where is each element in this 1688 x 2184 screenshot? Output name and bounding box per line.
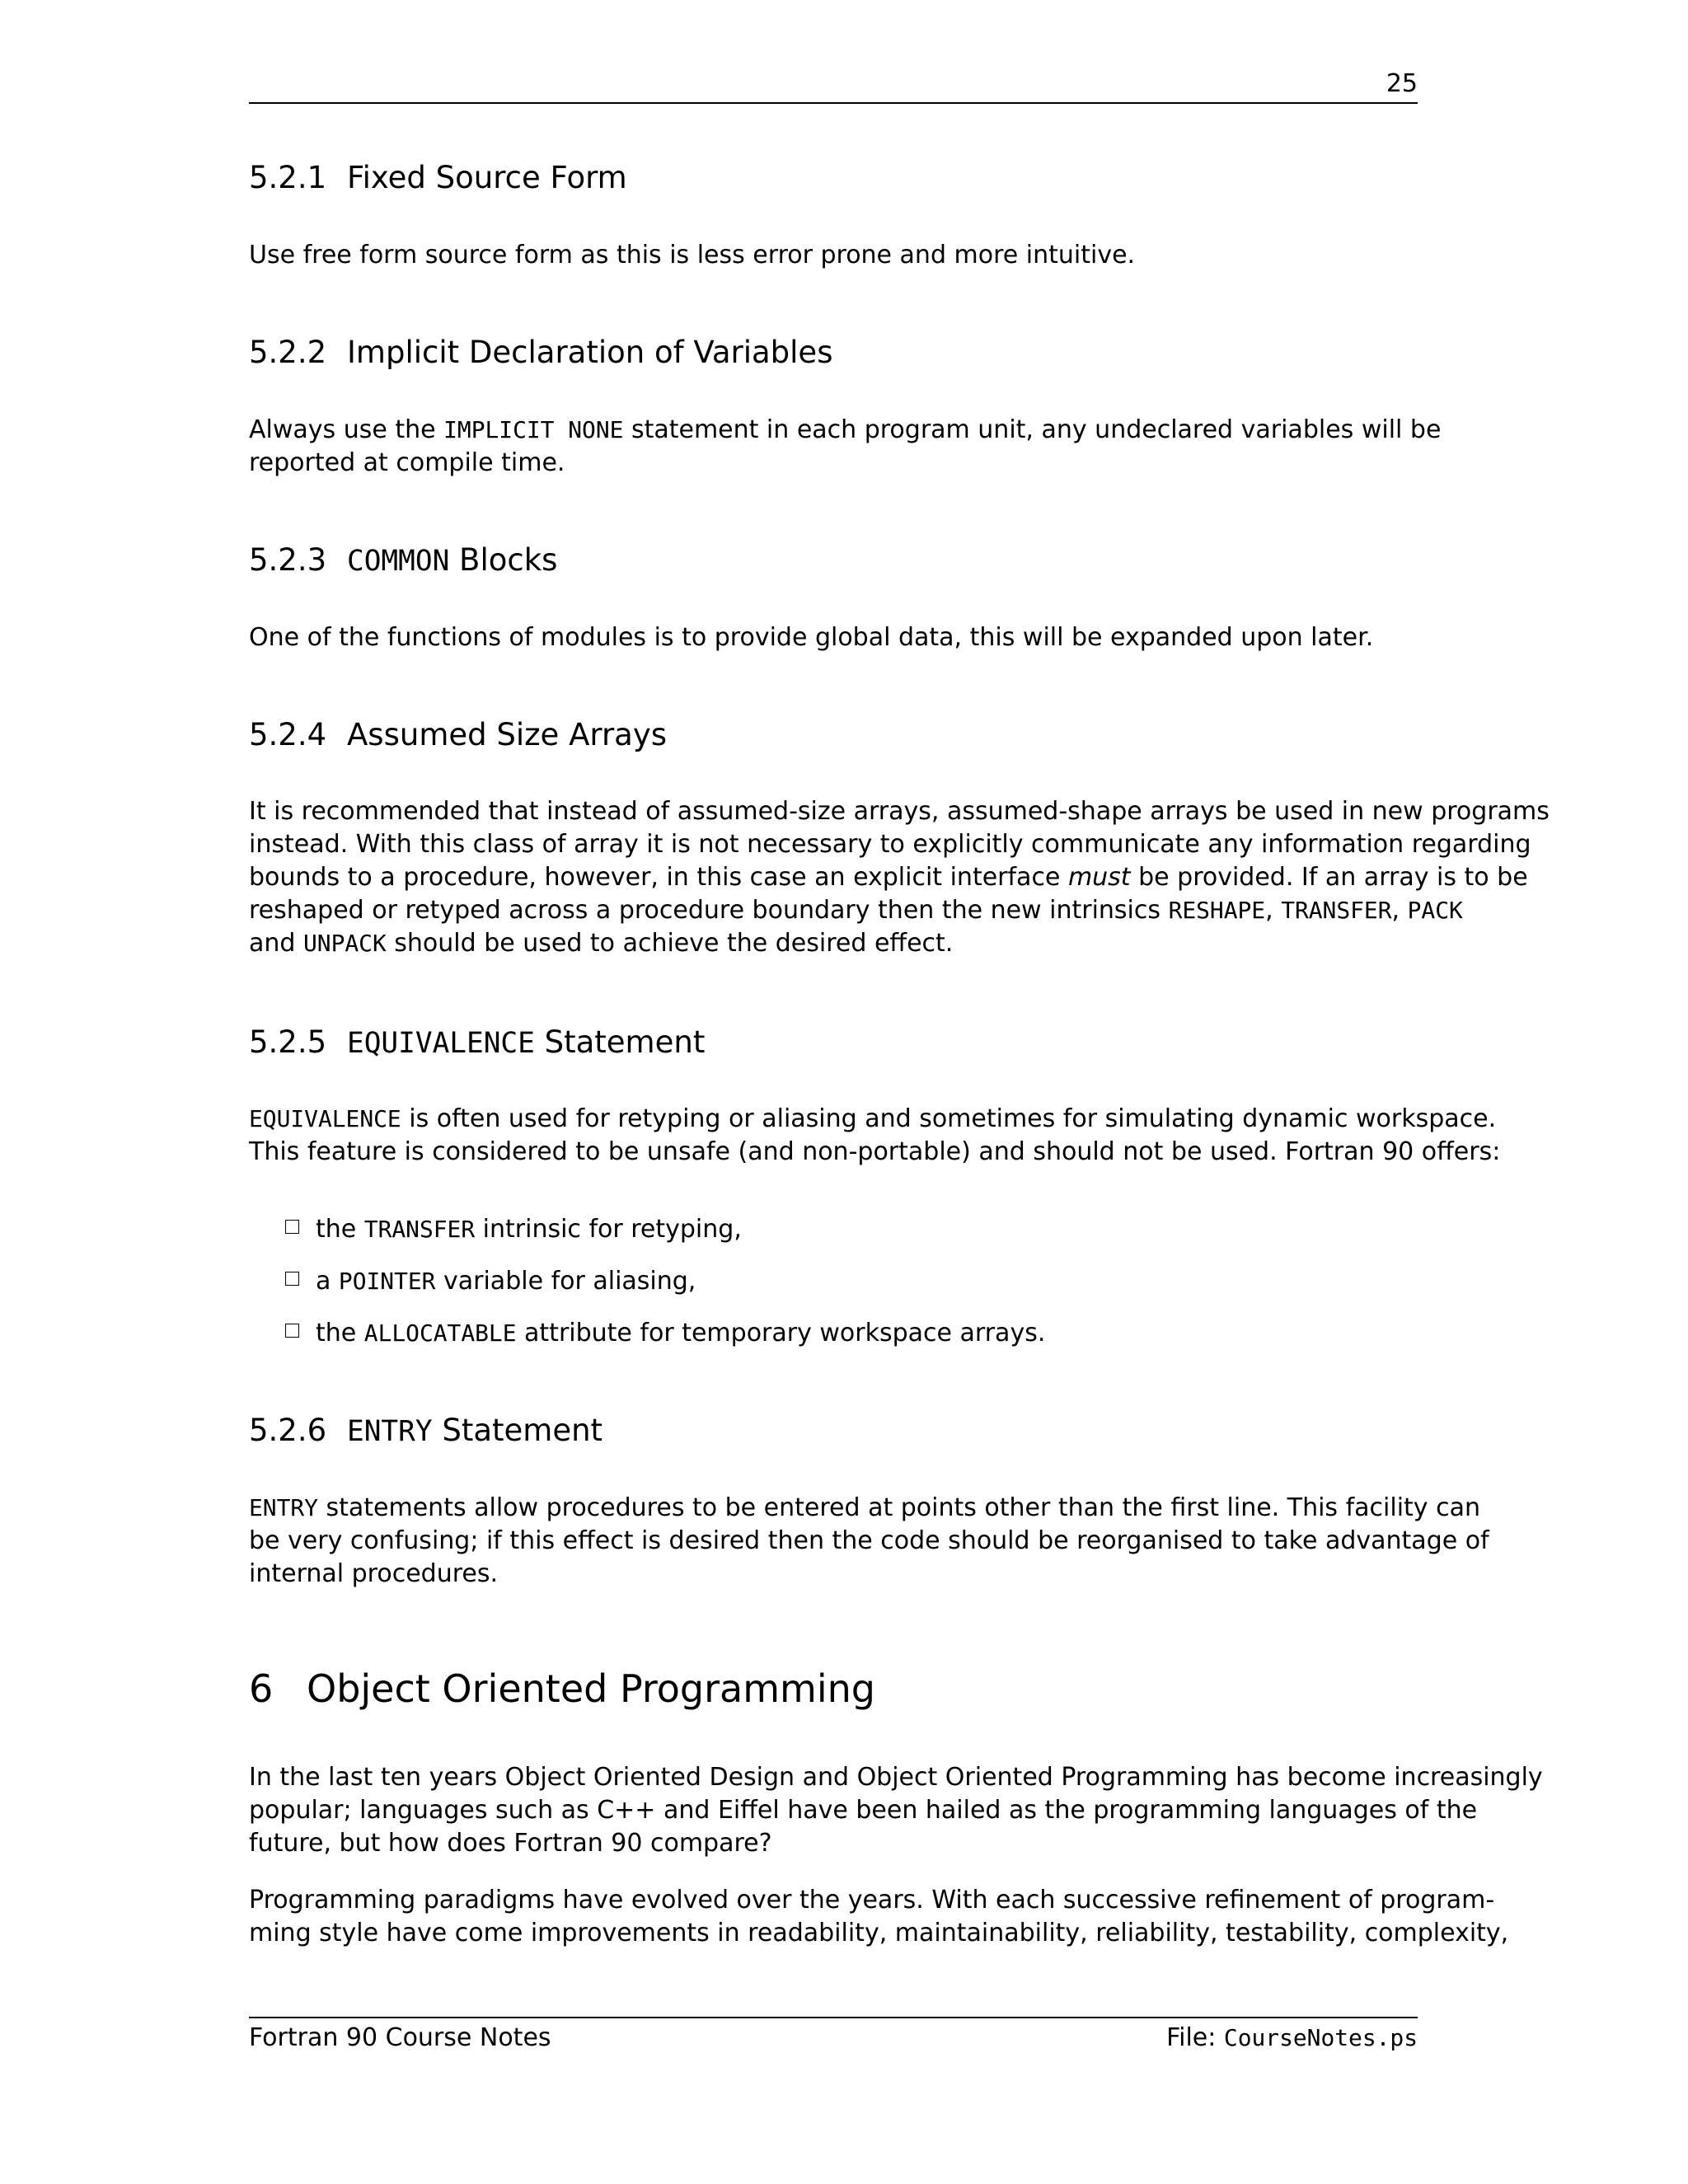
- section-5-2-5-body: [249, 1103, 1501, 1169]
- text-run: ,: [1265, 896, 1282, 925]
- section-6-paragraph-1: [249, 1761, 1543, 1860]
- section-title: Statement: [534, 1024, 706, 1060]
- text-line: In the last ten years Object Oriented Design and Object Oriented Programming has become increasingly: [249, 1763, 1543, 1792]
- text-run: the: [316, 1215, 364, 1244]
- page-number: 25: [1386, 69, 1418, 98]
- code-pointer: POINTER: [338, 1268, 436, 1295]
- box-bullet-icon: [285, 1272, 299, 1286]
- text-run: attribute for temporary workspace arrays.: [516, 1319, 1046, 1347]
- list-item: [285, 1213, 742, 1246]
- text-line: It is recommended that instead of assumed-size arrays, assumed-shape arrays be used in new programs: [249, 797, 1550, 826]
- section-title-code: EQUIVALENCE: [347, 1027, 535, 1060]
- code-equivalence: EQUIVALENCE: [249, 1105, 401, 1132]
- text-line: be very confusing; if this effect is desired then the code should be reorganised to take advantage of: [249, 1526, 1489, 1555]
- text-line: [249, 894, 1463, 927]
- text-line: reported at compile time.: [249, 448, 565, 477]
- list-item: [285, 1317, 1045, 1350]
- section-5-2-2-body: [249, 414, 1442, 480]
- section-heading-5-2-3: [249, 542, 557, 578]
- code-reshape: RESHAPE: [1168, 897, 1266, 924]
- footer-rule: [249, 2017, 1418, 2018]
- text-run: reshaped or retyped across a procedure boundary then the new intrinsics: [249, 896, 1169, 925]
- text-run: Always use the: [249, 415, 444, 444]
- text-run: intrinsic for retyping,: [475, 1215, 742, 1244]
- code-allocatable: ALLOCATABLE: [363, 1319, 517, 1347]
- text-line: instead. With this class of array it is not necessary to explicitly communicate any information regarding: [249, 830, 1531, 859]
- section-5-2-3-body: One of the functions of modules is to provide global data, this will be expanded upon later.: [249, 623, 1374, 652]
- text-line: [249, 1103, 1497, 1136]
- text-line: [249, 1492, 1480, 1525]
- section-heading-5-2-6: [249, 1413, 603, 1448]
- text-run: the: [316, 1319, 364, 1347]
- text-line: internal procedures.: [249, 1559, 499, 1588]
- section-heading-5-2-1: [249, 160, 627, 195]
- section-heading-5-2-4: [249, 717, 667, 752]
- code-entry: ENTRY: [249, 1494, 318, 1521]
- section-title: Object Oriented Programming: [307, 1666, 875, 1711]
- section-number: 5.2.4: [249, 717, 327, 752]
- text-run: statements allow procedures to be entered at points other than the first line. This facility can: [317, 1493, 1480, 1522]
- text-run: ,: [1391, 896, 1408, 925]
- footer-file-name: CourseNotes.ps: [1223, 2024, 1418, 2051]
- text-run: bounds to a procedure, however, in this case an explicit interface: [249, 863, 1068, 892]
- text-line: This feature is considered to be unsafe (and non-portable) and should not be used. Fortran 90 offers:: [249, 1137, 1501, 1166]
- section-5-2-4-body: [249, 795, 1550, 960]
- text-run: is often used for retyping or aliasing and sometimes for simulating dynamic workspace.: [401, 1104, 1497, 1133]
- text-line: Programming paradigms have evolved over the years. With each successive refinement of program-: [249, 1886, 1495, 1915]
- section-heading-5-2-2: [249, 335, 832, 370]
- section-title: Fixed Source Form: [347, 160, 627, 195]
- text-line: ming style have come improvements in readability, maintainability, reliability, testability, complexity,: [249, 1919, 1509, 1947]
- text-line: future, but how does Fortran 90 compare?: [249, 1829, 772, 1858]
- footer-title: Fortran 90 Course Notes: [249, 2023, 551, 2052]
- box-bullet-icon: [285, 1220, 299, 1234]
- section-number: 5.2.1: [249, 160, 327, 195]
- footer-file-label: File:: [1166, 2023, 1224, 2052]
- text-run: statement in each program unit, any undeclared variables will be: [623, 415, 1442, 444]
- footer-file: [1166, 2023, 1418, 2052]
- section-6-paragraph-2: [249, 1884, 1509, 1950]
- header-rule: [249, 102, 1418, 104]
- code-transfer: TRANSFER: [363, 1216, 476, 1243]
- list-item: [285, 1265, 696, 1298]
- text-run: should be used to achieve the desired effect.: [386, 929, 954, 958]
- section-title: Implicit Declaration of Variables: [347, 335, 833, 370]
- section-number: 6: [249, 1666, 274, 1711]
- section-number: 5.2.5: [249, 1024, 327, 1060]
- code-unpack: UNPACK: [302, 930, 387, 957]
- section-title-code: ENTRY: [347, 1415, 433, 1448]
- emphasis-must: must: [1067, 863, 1131, 892]
- section-5-2-6-body: [249, 1492, 1489, 1591]
- code-transfer: TRANSFER: [1281, 897, 1392, 924]
- section-heading-6: [249, 1666, 875, 1711]
- section-5-2-1-body: Use free form source form as this is less error prone and more intuitive.: [249, 241, 1136, 269]
- section-heading-5-2-5: [249, 1024, 705, 1060]
- section-number: 5.2.3: [249, 542, 327, 578]
- text-line: [249, 414, 1442, 447]
- text-line: [249, 861, 1528, 894]
- text-run: a: [316, 1267, 339, 1296]
- code-pack: PACK: [1407, 897, 1463, 924]
- text-line: popular; languages such as C++ and Eiffel have been hailed as the programming languages of the: [249, 1796, 1478, 1825]
- section-title: Statement: [432, 1413, 603, 1448]
- code-implicit-none: IMPLICIT NONE: [443, 416, 624, 443]
- text-run: variable for aliasing,: [435, 1267, 696, 1296]
- section-title: Blocks: [449, 542, 558, 578]
- section-title: Assumed Size Arrays: [347, 717, 668, 752]
- text-run: and: [249, 929, 303, 958]
- section-number: 5.2.6: [249, 1413, 327, 1448]
- box-bullet-icon: [285, 1324, 299, 1338]
- text-line: [249, 927, 1418, 960]
- section-number: 5.2.2: [249, 335, 327, 370]
- text-run: be provided. If an array is to be: [1130, 863, 1528, 892]
- section-title-code: COMMON: [347, 545, 450, 578]
